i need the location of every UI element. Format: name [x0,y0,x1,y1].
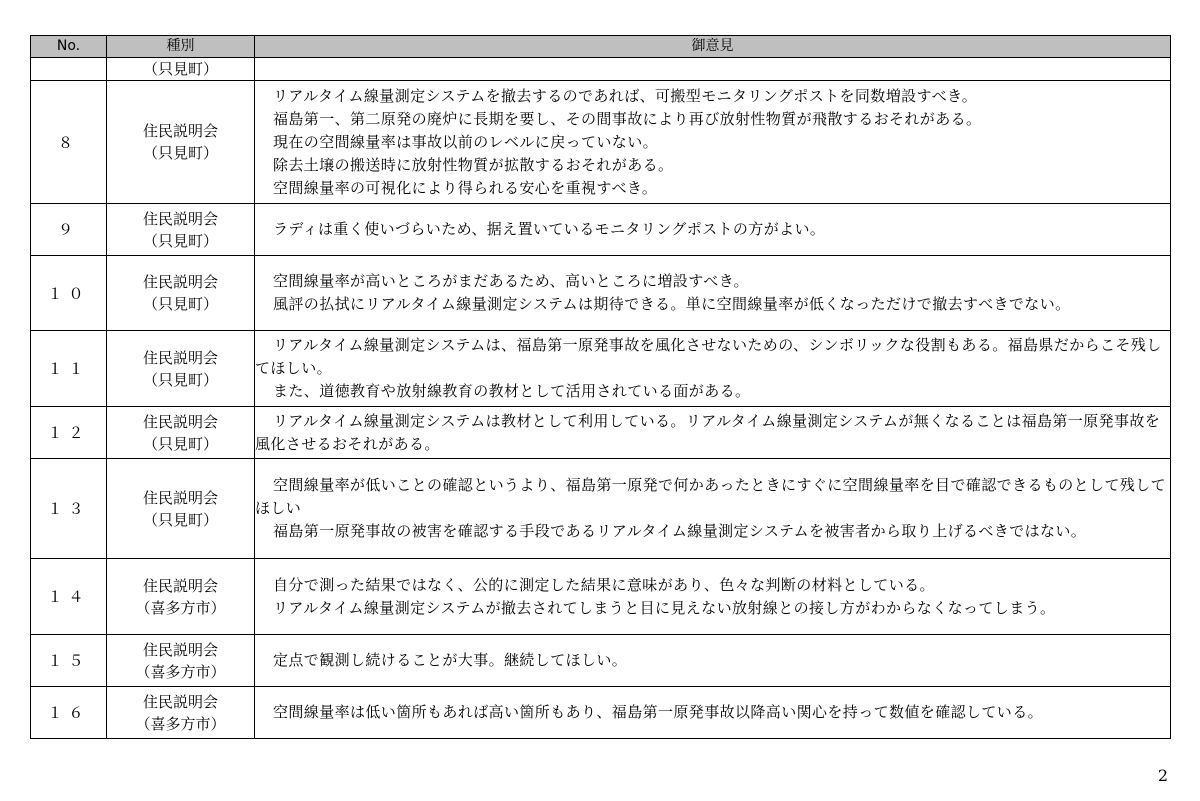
row-number: １５ [31,635,107,687]
row-number [31,58,107,81]
row-type [107,407,255,459]
row-opinion [255,687,1171,739]
row-type [107,81,255,204]
row-type [107,635,255,687]
row-type [107,687,255,739]
opinion-paragraph: また、道徳教育や放射線教育の教材として活用されている面がある。 [273,382,751,400]
row-type [107,204,255,256]
row-number: １１ [31,331,107,407]
row-opinion [255,459,1171,559]
opinion-paragraph: 福島第一、第二原発の廃炉に長期を要し、その間事故により再び放射性物質が飛散するおそれがある。 [273,109,982,128]
row-opinion [255,635,1171,687]
opinion-paragraph: 空間線量率が高いところがまだあるため、高いところに増設すべき。 [273,272,749,290]
type-line: 住民説明会 [142,576,218,595]
type-line: 住民説明会 [142,640,218,659]
type-line: （只見町） [142,60,218,78]
row-opinion [255,407,1171,459]
type-line: 住民説明会 [142,273,218,291]
type-line: 住民説明会 [142,122,218,140]
table-row [31,407,1171,459]
type-line: 住民説明会 [142,488,218,507]
row-type [107,256,255,331]
header-no: No. [31,36,107,58]
row-type [107,459,255,559]
row-number: １６ [31,687,107,739]
table-row [31,459,1171,559]
row-opinion [255,559,1171,635]
row-opinion [255,256,1171,331]
row-opinion [255,331,1171,407]
row-type [107,559,255,635]
type-line: （只見町） [142,510,218,529]
table-row [31,331,1171,407]
row-number: ９ [31,204,107,256]
table-row [31,559,1171,635]
type-line: （只見町） [142,231,218,250]
row-type [107,58,255,81]
row-opinion [255,204,1171,256]
row-opinion [255,81,1171,204]
row-number: １０ [31,256,107,331]
type-line: 住民説明会 [142,348,218,367]
type-line: （喜多方市） [135,662,226,681]
header-type: 種別 [107,36,255,58]
opinion-paragraph: リアルタイム線量測定システムは教材として利用している。リアルタイム線量測定システムが無くなることは福島第一原発事故を風化させるおそれがある。 [255,411,1161,453]
opinion-paragraph: リアルタイム線量測定システムが撤去されてしまうと目に見えない放射線との接し方がわからなくなってしまう。 [273,598,1056,617]
opinion-paragraph: 福島第一原発事故の被害を確認する手段であるリアルタイム線量測定システムを被害者から取り上げるべきではない。 [273,522,1087,540]
opinion-paragraph: 空間線量率が低いことの確認というより、福島第一原発で何かあったときにすぐに空間線量率を目で確認できるものとして残してほしい [255,476,1167,517]
opinion-paragraph: 現在の空間線量率は事故以前のレベルに戻っていない。 [273,132,659,151]
type-line: （只見町） [142,295,218,313]
opinion-paragraph: 定点で観測し続けることが大事。継続してほしい。 [273,651,628,669]
opinion-paragraph: リアルタイム線量測定システムを撤去するのであれば、可搬型モニタリングポストを同数増設すべき。 [273,86,978,105]
opinion-table [30,35,1171,739]
row-number: １２ [31,407,107,459]
page-number: 2 [1157,766,1168,785]
opinion-paragraph: 空間線量率の可視化により得られる安心を重視すべき。 [273,178,658,197]
row-opinion [255,58,1171,81]
row-number: １３ [31,459,107,559]
opinion-paragraph: 空間線量率は低い箇所もあれば高い箇所もあり、福島第一原発事故以降高い関心を持って数値を確認している。 [273,703,1044,721]
row-number: ８ [31,81,107,204]
type-line: （喜多方市） [135,598,226,617]
table-row [31,687,1171,739]
table-row [31,256,1171,331]
table-header-row [31,36,1171,58]
table-body [31,58,1171,739]
opinion-paragraph: 自分で測った結果ではなく、公的に測定した結果に意味があり、色々な判断の材料としている。 [273,575,935,594]
type-line: 住民説明会 [142,209,218,228]
opinion-paragraph: ラディは重く使いづらいため、据え置いているモニタリングポストの方がよい。 [273,220,826,238]
table-row [31,635,1171,687]
table-row [31,58,1171,81]
type-line: 住民説明会 [142,412,218,431]
opinion-paragraph: 風評の払拭にリアルタイム線量測定システムは期待できる。単に空間線量率が低くなっただけで撤去すべきでない。 [273,295,1071,313]
opinion-paragraph: リアルタイム線量測定システムは、福島第一原発事故を風化させないための、シンボリックな役割もある。福島県だからこそ残してほしい。 [255,336,1162,377]
opinion-paragraph: 除去土壌の搬送時に放射性物質が拡散するおそれがある。 [273,155,674,174]
table-row [31,204,1171,256]
type-line: （只見町） [142,144,218,162]
type-line: （只見町） [142,370,218,389]
header-opinion: 御意見 [255,36,1171,58]
row-type [107,331,255,407]
type-line: （喜多方市） [135,714,226,733]
row-number: １４ [31,559,107,635]
type-line: （只見町） [142,434,218,453]
table-row [31,81,1171,204]
type-line: 住民説明会 [142,692,218,711]
